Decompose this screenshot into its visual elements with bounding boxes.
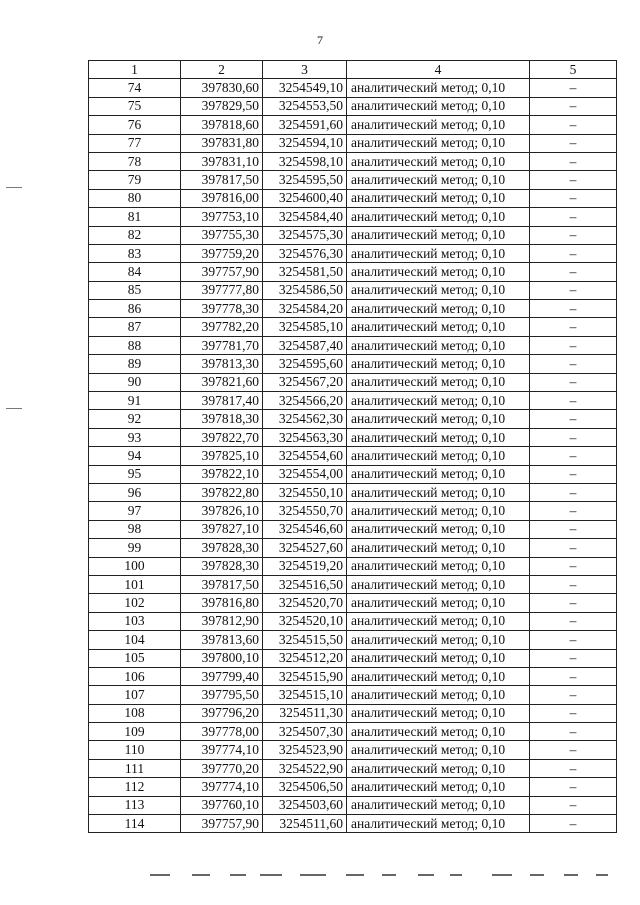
table-cell: 397813,60	[181, 631, 263, 649]
table-cell: 88	[89, 336, 181, 354]
table-row	[89, 815, 617, 833]
table-cell: аналитический метод; 0,10	[347, 796, 530, 814]
table-cell: –	[530, 796, 617, 814]
table-cell: 397830,60	[181, 79, 263, 97]
table-cell: аналитический метод; 0,10	[347, 226, 530, 244]
table-cell: 397831,80	[181, 134, 263, 152]
table-cell: аналитический метод; 0,10	[347, 815, 530, 833]
table-cell: 3254522,90	[263, 759, 347, 777]
table-cell: 397778,30	[181, 300, 263, 318]
table-cell: аналитический метод; 0,10	[347, 152, 530, 170]
table-row	[89, 594, 617, 612]
table-cell: 3254523,90	[263, 741, 347, 759]
table-cell: 3254600,40	[263, 189, 347, 207]
table-cell: 3254503,60	[263, 796, 347, 814]
table-cell: 397828,30	[181, 557, 263, 575]
coordinates-table	[88, 60, 617, 833]
table-cell: 3254515,10	[263, 686, 347, 704]
table-cell: 3254527,60	[263, 539, 347, 557]
table-cell: 3254575,30	[263, 226, 347, 244]
table-row	[89, 189, 617, 207]
table-cell: 3254586,50	[263, 281, 347, 299]
table-cell: 397817,50	[181, 171, 263, 189]
table-cell: 111	[89, 759, 181, 777]
table-cell: 397753,10	[181, 208, 263, 226]
table-row	[89, 447, 617, 465]
table-cell: 99	[89, 539, 181, 557]
table-cell: 3254581,50	[263, 263, 347, 281]
table-row	[89, 116, 617, 134]
table-row	[89, 410, 617, 428]
table-cell: 91	[89, 392, 181, 410]
table-cell: 94	[89, 447, 181, 465]
table-cell: 397822,80	[181, 483, 263, 501]
table-cell: 110	[89, 741, 181, 759]
table-cell: аналитический метод; 0,10	[347, 79, 530, 97]
table-cell: 3254594,10	[263, 134, 347, 152]
table-cell: –	[530, 667, 617, 685]
table-cell: 108	[89, 704, 181, 722]
table-row	[89, 612, 617, 630]
table-cell: 397799,40	[181, 667, 263, 685]
table-cell: 397755,30	[181, 226, 263, 244]
table-cell: 83	[89, 244, 181, 262]
table-cell: 3254567,20	[263, 373, 347, 391]
table-cell: 93	[89, 428, 181, 446]
table-cell: аналитический метод; 0,10	[347, 208, 530, 226]
table-cell: аналитический метод; 0,10	[347, 539, 530, 557]
table-cell: аналитический метод; 0,10	[347, 189, 530, 207]
table-cell: 3254591,60	[263, 116, 347, 134]
table-cell: 78	[89, 152, 181, 170]
table-cell: –	[530, 79, 617, 97]
table-cell: 397800,10	[181, 649, 263, 667]
table-cell: –	[530, 226, 617, 244]
table-cell: аналитический метод; 0,10	[347, 447, 530, 465]
table-cell: 397774,10	[181, 778, 263, 796]
table-row	[89, 631, 617, 649]
scan-footer-marks	[150, 874, 610, 882]
table-cell: 3254562,30	[263, 410, 347, 428]
table-cell: –	[530, 281, 617, 299]
table-cell: 3254511,60	[263, 815, 347, 833]
table-cell: –	[530, 447, 617, 465]
table-cell: 75	[89, 97, 181, 115]
table-cell: –	[530, 410, 617, 428]
table-row	[89, 263, 617, 281]
table-row	[89, 759, 617, 777]
table-cell: аналитический метод; 0,10	[347, 612, 530, 630]
table-row	[89, 79, 617, 97]
table-cell: 3254576,30	[263, 244, 347, 262]
table-cell: –	[530, 741, 617, 759]
table-row	[89, 575, 617, 593]
table-cell: –	[530, 318, 617, 336]
table-cell: 3254598,10	[263, 152, 347, 170]
table-cell: –	[530, 208, 617, 226]
table-cell: 397831,10	[181, 152, 263, 170]
table-cell: –	[530, 152, 617, 170]
table-cell: –	[530, 171, 617, 189]
table-row	[89, 392, 617, 410]
table-cell: аналитический метод; 0,10	[347, 171, 530, 189]
table-cell: 397770,20	[181, 759, 263, 777]
table-row	[89, 97, 617, 115]
table-cell: 3254566,20	[263, 392, 347, 410]
table-cell: 113	[89, 796, 181, 814]
table-cell: 3254515,50	[263, 631, 347, 649]
table-cell: 397813,30	[181, 355, 263, 373]
table-cell: 90	[89, 373, 181, 391]
table-cell: 3254595,60	[263, 355, 347, 373]
table-cell: 397759,20	[181, 244, 263, 262]
table-cell: 3254587,40	[263, 336, 347, 354]
table-cell: аналитический метод; 0,10	[347, 759, 530, 777]
table-row	[89, 152, 617, 170]
table-cell: 3254520,10	[263, 612, 347, 630]
table-cell: –	[530, 134, 617, 152]
table-cell: –	[530, 723, 617, 741]
table-cell: аналитический метод; 0,10	[347, 667, 530, 685]
table-cell: аналитический метод; 0,10	[347, 244, 530, 262]
table-row	[89, 686, 617, 704]
table-row	[89, 226, 617, 244]
table-cell: –	[530, 355, 617, 373]
table-cell: аналитический метод; 0,10	[347, 134, 530, 152]
column-header: 2	[181, 61, 263, 79]
table-cell: 3254520,70	[263, 594, 347, 612]
table-row	[89, 318, 617, 336]
table-cell: 105	[89, 649, 181, 667]
table-cell: 3254553,50	[263, 97, 347, 115]
table-cell: –	[530, 392, 617, 410]
table-body	[89, 79, 617, 833]
table-cell: 397795,50	[181, 686, 263, 704]
table-cell: аналитический метод; 0,10	[347, 97, 530, 115]
table-cell: 100	[89, 557, 181, 575]
table-cell: 114	[89, 815, 181, 833]
table-row	[89, 741, 617, 759]
table-row	[89, 465, 617, 483]
table-cell: 107	[89, 686, 181, 704]
table-cell: 397816,80	[181, 594, 263, 612]
table-cell: –	[530, 116, 617, 134]
table-cell: –	[530, 428, 617, 446]
table-cell: –	[530, 575, 617, 593]
table-cell: 3254550,10	[263, 483, 347, 501]
table-row	[89, 778, 617, 796]
table-cell: 3254550,70	[263, 502, 347, 520]
margin-mark	[6, 408, 22, 409]
column-header: 5	[530, 61, 617, 79]
table-cell: аналитический метод; 0,10	[347, 649, 530, 667]
table-cell: 397829,50	[181, 97, 263, 115]
table-row	[89, 300, 617, 318]
table-cell: 397812,90	[181, 612, 263, 630]
table-row	[89, 171, 617, 189]
table-cell: аналитический метод; 0,10	[347, 575, 530, 593]
table-cell: –	[530, 594, 617, 612]
table-cell: 3254584,40	[263, 208, 347, 226]
column-header: 3	[263, 61, 347, 79]
table-cell: аналитический метод; 0,10	[347, 410, 530, 428]
table-cell: 81	[89, 208, 181, 226]
table-cell: 397778,00	[181, 723, 263, 741]
table-cell: –	[530, 759, 617, 777]
table-row	[89, 355, 617, 373]
table-cell: 3254511,30	[263, 704, 347, 722]
table-cell: аналитический метод; 0,10	[347, 502, 530, 520]
table-cell: 397760,10	[181, 796, 263, 814]
table-cell: 3254554,60	[263, 447, 347, 465]
table-cell: 397781,70	[181, 336, 263, 354]
table-cell: 97	[89, 502, 181, 520]
table-cell: аналитический метод; 0,10	[347, 336, 530, 354]
table-cell: 3254563,30	[263, 428, 347, 446]
table-cell: 397822,70	[181, 428, 263, 446]
table-cell: 3254512,20	[263, 649, 347, 667]
table-cell: 397826,10	[181, 502, 263, 520]
table-cell: –	[530, 483, 617, 501]
table-cell: аналитический метод; 0,10	[347, 741, 530, 759]
table-header-row	[89, 61, 617, 79]
table-cell: аналитический метод; 0,10	[347, 373, 530, 391]
table-cell: 84	[89, 263, 181, 281]
table-cell: –	[530, 649, 617, 667]
table-row	[89, 704, 617, 722]
table-cell: –	[530, 189, 617, 207]
table-cell: аналитический метод; 0,10	[347, 355, 530, 373]
table-cell: –	[530, 336, 617, 354]
table-row	[89, 649, 617, 667]
table-cell: 79	[89, 171, 181, 189]
table-cell: 101	[89, 575, 181, 593]
table-cell: 112	[89, 778, 181, 796]
table-cell: аналитический метод; 0,10	[347, 723, 530, 741]
table-cell: 96	[89, 483, 181, 501]
table-row	[89, 281, 617, 299]
table-cell: 397816,00	[181, 189, 263, 207]
table-row	[89, 483, 617, 501]
table-cell: 106	[89, 667, 181, 685]
table-cell: 82	[89, 226, 181, 244]
table-cell: –	[530, 778, 617, 796]
table-cell: –	[530, 502, 617, 520]
table-cell: аналитический метод; 0,10	[347, 281, 530, 299]
table-cell: аналитический метод; 0,10	[347, 392, 530, 410]
table-cell: 3254515,90	[263, 667, 347, 685]
table-row	[89, 373, 617, 391]
table-cell: 397818,30	[181, 410, 263, 428]
table-cell: 3254506,50	[263, 778, 347, 796]
table-cell: аналитический метод; 0,10	[347, 594, 530, 612]
table-cell: аналитический метод; 0,10	[347, 428, 530, 446]
table-cell: –	[530, 244, 617, 262]
column-header: 1	[89, 61, 181, 79]
table-cell: 397825,10	[181, 447, 263, 465]
table-row	[89, 336, 617, 354]
table-row	[89, 134, 617, 152]
table-cell: 98	[89, 520, 181, 538]
table-row	[89, 502, 617, 520]
table-cell: 397822,10	[181, 465, 263, 483]
table-cell: –	[530, 539, 617, 557]
table-cell: 3254546,60	[263, 520, 347, 538]
table-cell: 397821,60	[181, 373, 263, 391]
table-cell: 89	[89, 355, 181, 373]
table-cell: 102	[89, 594, 181, 612]
table-row	[89, 796, 617, 814]
table-row	[89, 428, 617, 446]
table-cell: –	[530, 612, 617, 630]
table-row	[89, 723, 617, 741]
table-cell: аналитический метод; 0,10	[347, 263, 530, 281]
table-cell: аналитический метод; 0,10	[347, 778, 530, 796]
table-cell: 397757,90	[181, 263, 263, 281]
table-cell: 87	[89, 318, 181, 336]
table-cell: –	[530, 815, 617, 833]
table-cell: –	[530, 263, 617, 281]
table-cell: 3254554,00	[263, 465, 347, 483]
table-cell: 397828,30	[181, 539, 263, 557]
table-cell: аналитический метод; 0,10	[347, 483, 530, 501]
table-cell: 103	[89, 612, 181, 630]
table-cell: –	[530, 704, 617, 722]
table-cell: 397827,10	[181, 520, 263, 538]
table-row	[89, 557, 617, 575]
table-cell: аналитический метод; 0,10	[347, 557, 530, 575]
table-cell: –	[530, 520, 617, 538]
table-cell: аналитический метод; 0,10	[347, 116, 530, 134]
table-cell: 76	[89, 116, 181, 134]
table-cell: 104	[89, 631, 181, 649]
table-cell: –	[530, 686, 617, 704]
table-cell: 397774,10	[181, 741, 263, 759]
table-cell: 3254584,20	[263, 300, 347, 318]
table-cell: –	[530, 631, 617, 649]
table-row	[89, 520, 617, 538]
table-cell: 3254507,30	[263, 723, 347, 741]
table-cell: 397817,50	[181, 575, 263, 593]
table-cell: 109	[89, 723, 181, 741]
table-cell: 3254549,10	[263, 79, 347, 97]
table-cell: 397757,90	[181, 815, 263, 833]
table-cell: 92	[89, 410, 181, 428]
table-row	[89, 208, 617, 226]
table-cell: –	[530, 373, 617, 391]
table-cell: аналитический метод; 0,10	[347, 686, 530, 704]
table-row	[89, 667, 617, 685]
table-cell: 77	[89, 134, 181, 152]
column-header: 4	[347, 61, 530, 79]
table-cell: –	[530, 557, 617, 575]
table-cell: 3254516,50	[263, 575, 347, 593]
table-cell: 85	[89, 281, 181, 299]
table-row	[89, 244, 617, 262]
table-cell: аналитический метод; 0,10	[347, 318, 530, 336]
table-cell: –	[530, 465, 617, 483]
margin-mark	[6, 187, 22, 188]
table-row	[89, 539, 617, 557]
table-cell: 95	[89, 465, 181, 483]
table-cell: 397796,20	[181, 704, 263, 722]
page-number: 7	[317, 33, 323, 47]
table-cell: 74	[89, 79, 181, 97]
table-cell: аналитический метод; 0,10	[347, 465, 530, 483]
table-cell: 397818,60	[181, 116, 263, 134]
table-cell: 397777,80	[181, 281, 263, 299]
table-cell: аналитический метод; 0,10	[347, 520, 530, 538]
table-cell: 397817,40	[181, 392, 263, 410]
table-cell: –	[530, 97, 617, 115]
table-cell: аналитический метод; 0,10	[347, 300, 530, 318]
table-cell: 3254519,20	[263, 557, 347, 575]
table-cell: 80	[89, 189, 181, 207]
table-cell: 397782,20	[181, 318, 263, 336]
table-cell: –	[530, 300, 617, 318]
table-cell: аналитический метод; 0,10	[347, 704, 530, 722]
table-cell: 3254595,50	[263, 171, 347, 189]
table-cell: аналитический метод; 0,10	[347, 631, 530, 649]
table-cell: 86	[89, 300, 181, 318]
table-cell: 3254585,10	[263, 318, 347, 336]
